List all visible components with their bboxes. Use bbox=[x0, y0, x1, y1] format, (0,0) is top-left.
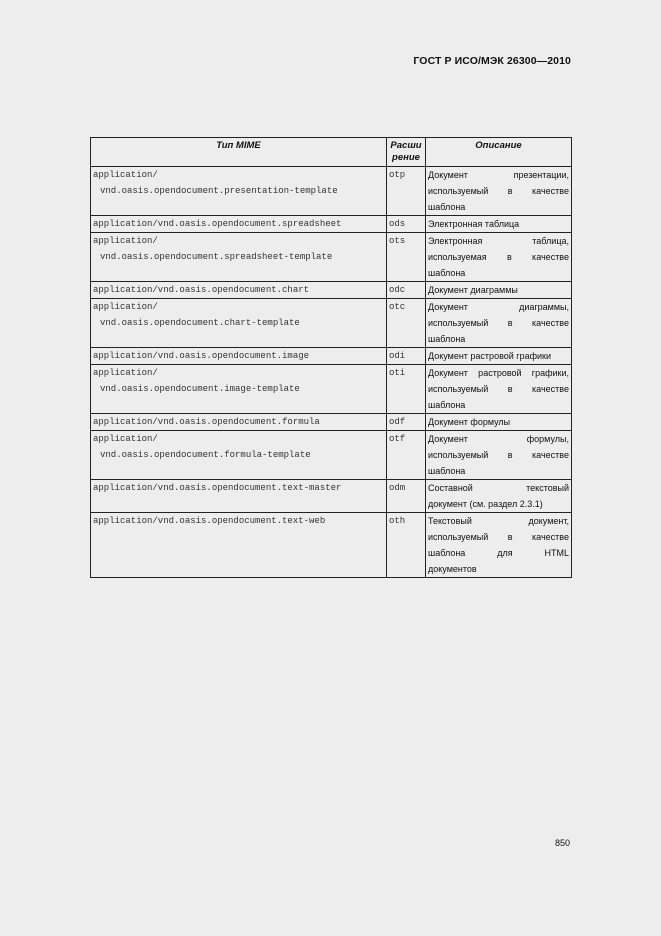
description-text: Документ диаграммы, bbox=[428, 302, 569, 312]
mime-type-cell bbox=[91, 216, 387, 233]
table-row bbox=[91, 233, 572, 282]
mime-type-text: application/vnd.oasis.opendocument.formula bbox=[93, 417, 320, 427]
description-cell bbox=[426, 480, 572, 513]
table-row bbox=[91, 414, 572, 431]
extension-cell: ods bbox=[387, 216, 426, 233]
mime-type-text: application/vnd.oasis.opendocument.text-master bbox=[93, 483, 342, 493]
mime-type-text: application/vnd.oasis.opendocument.image bbox=[93, 351, 310, 361]
mime-types-table bbox=[90, 137, 572, 578]
description-cell bbox=[426, 282, 572, 299]
column-header-mime: Тип MIME bbox=[91, 138, 387, 167]
mime-type-text: application/ bbox=[93, 368, 158, 378]
mime-type-text: application/vnd.oasis.opendocument.chart bbox=[93, 285, 310, 295]
table-row bbox=[91, 480, 572, 513]
mime-type-text: vnd.oasis.opendocument.formula-template bbox=[100, 450, 311, 460]
extension-cell: odc bbox=[387, 282, 426, 299]
mime-type-text: vnd.oasis.opendocument.presentation-template bbox=[100, 186, 338, 196]
extension-cell: otc bbox=[387, 299, 426, 348]
description-cell bbox=[426, 233, 572, 282]
mime-type-cell bbox=[91, 431, 387, 480]
mime-type-cell bbox=[91, 282, 387, 299]
extension-cell: oth bbox=[387, 513, 426, 578]
mime-type-cell bbox=[91, 513, 387, 578]
mime-type-text: application/ bbox=[93, 434, 158, 444]
table-row bbox=[91, 513, 572, 578]
description-text: Документ растровой графики, bbox=[428, 368, 569, 378]
column-header-extension-line1: Расши bbox=[390, 140, 422, 151]
description-text: используемый в качестве bbox=[428, 532, 569, 542]
description-text: используемая в качестве bbox=[428, 252, 569, 262]
description-text: шаблона bbox=[428, 334, 466, 344]
description-text: шаблона bbox=[428, 268, 466, 278]
table-row bbox=[91, 282, 572, 299]
table-row bbox=[91, 167, 572, 216]
description-text: шаблона для HTML bbox=[428, 548, 569, 558]
description-text: используемый в качестве bbox=[428, 450, 569, 460]
description-text: документов bbox=[428, 564, 477, 574]
mime-type-text: vnd.oasis.opendocument.spreadsheet-template bbox=[100, 252, 333, 262]
description-text: Электронная таблица bbox=[428, 219, 520, 229]
table-row bbox=[91, 216, 572, 233]
description-cell bbox=[426, 414, 572, 431]
column-header-extension bbox=[387, 138, 426, 167]
description-text: используемый в качестве bbox=[428, 384, 569, 394]
extension-cell: oti bbox=[387, 365, 426, 414]
mime-type-cell bbox=[91, 365, 387, 414]
description-text: шаблона bbox=[428, 400, 466, 410]
description-text: документ (см. раздел 2.3.1) bbox=[428, 499, 543, 509]
mime-type-text: vnd.oasis.opendocument.chart-template bbox=[100, 318, 300, 328]
table-header-row bbox=[91, 138, 572, 167]
description-text: Документ растровой графики bbox=[428, 351, 551, 361]
mime-type-text: application/ bbox=[93, 236, 158, 246]
description-text: шаблона bbox=[428, 202, 466, 212]
description-cell bbox=[426, 167, 572, 216]
description-text: используемый в качестве bbox=[428, 318, 569, 328]
description-cell bbox=[426, 513, 572, 578]
extension-cell: otp bbox=[387, 167, 426, 216]
description-text: Составной текстовый bbox=[428, 483, 569, 493]
description-text: Документ диаграммы bbox=[428, 285, 518, 295]
description-cell bbox=[426, 431, 572, 480]
page-number: 850 bbox=[554, 838, 570, 848]
mime-type-cell bbox=[91, 480, 387, 513]
mime-type-text: application/vnd.oasis.opendocument.spreadsheet bbox=[93, 219, 342, 229]
mime-type-text: application/ bbox=[93, 302, 158, 312]
extension-cell: odf bbox=[387, 414, 426, 431]
description-cell bbox=[426, 365, 572, 414]
description-text: Электронная таблица, bbox=[428, 236, 569, 246]
description-cell bbox=[426, 348, 572, 365]
extension-cell: ots bbox=[387, 233, 426, 282]
table-body bbox=[91, 167, 572, 578]
description-text: Документ формулы bbox=[428, 417, 511, 427]
column-header-description: Описание bbox=[426, 138, 572, 167]
column-header-extension-line2: рение bbox=[392, 152, 420, 163]
description-text: используемый в качестве bbox=[428, 186, 569, 196]
mime-type-cell bbox=[91, 299, 387, 348]
mime-type-cell bbox=[91, 167, 387, 216]
document-header: ГОСТ Р ИСО/МЭК 26300—2010 bbox=[413, 55, 571, 67]
mime-type-text: vnd.oasis.opendocument.image-template bbox=[100, 384, 300, 394]
extension-cell: otf bbox=[387, 431, 426, 480]
description-cell bbox=[426, 299, 572, 348]
description-text: Текстовый документ, bbox=[428, 516, 569, 526]
extension-cell: odi bbox=[387, 348, 426, 365]
description-text: Документ презентации, bbox=[428, 170, 569, 180]
mime-type-text: application/vnd.oasis.opendocument.text-web bbox=[93, 516, 326, 526]
mime-type-cell bbox=[91, 233, 387, 282]
description-text: шаблона bbox=[428, 466, 466, 476]
mime-type-cell bbox=[91, 414, 387, 431]
table-row bbox=[91, 365, 572, 414]
mime-type-cell bbox=[91, 348, 387, 365]
extension-cell: odm bbox=[387, 480, 426, 513]
table-row bbox=[91, 299, 572, 348]
description-text: Документ формулы, bbox=[428, 434, 569, 444]
description-cell bbox=[426, 216, 572, 233]
mime-type-text: application/ bbox=[93, 170, 158, 180]
table-row bbox=[91, 431, 572, 480]
table-row bbox=[91, 348, 572, 365]
